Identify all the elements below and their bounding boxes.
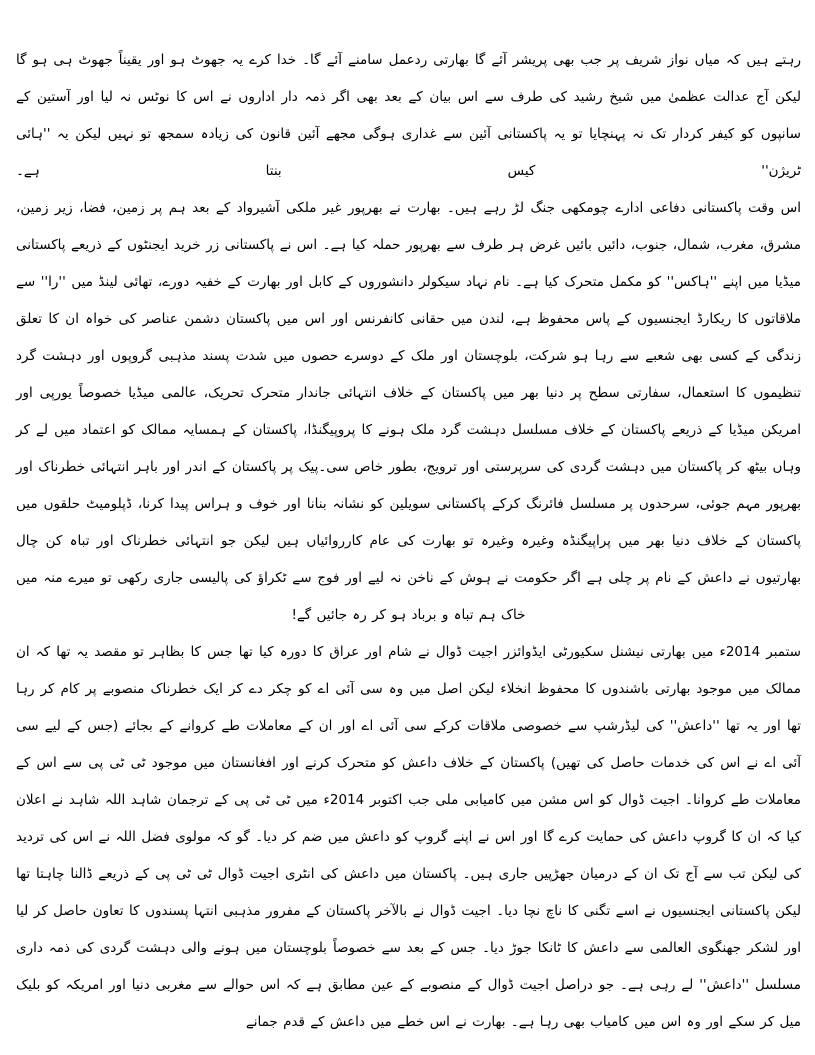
urdu-paragraph-3: ستمبر 2014ء میں بھارتی نیشنل سکیورٹی ایڈوائزر اجیت ڈوال نے شام اور عراق کا دورہ کیا تھا جس کا بظاہر تو مقصد یہ تھا کہ ان ممالک میں موجود بھارتی باشندوں کا محفوظ انخلاء لیکن اصل میں وہ سی آئی اے کو چکر دے کر ایک خطرناک منصوبے پر کام کر رہا تھا اور یہ تھا ''داعش'' کی لیڈرشپ سے خصوصی ملاقات کرکے سی آئی اے اور ان کے معاملات طے کروانے کے بجائے (جس کے لیے سی آئی اے نے اس کی خدمات حاصل کی تھیں) پاکستان کے خلاف داعش کو متحرک کرنے اور افغانستان میں موجود ٹی ٹی پی سے اس کے معاملات طے کروانا۔ اجیت ڈوال کو اس مشن میں کامیابی ملی جب اکتوبر 2014ء میں ٹی ٹی پی کے ترجمان شاہد اللہ شاہد نے اعلان کیا کہ ان کا گروپ داعش کی حمایت کرے گا اور اس نے اپنے گروپ کو داعش میں ضم کر دیا۔ گو کہ مولوی فضل اللہ نے اس کی تردید کی لیکن تب سے آج تک ان کے درمیان جھڑپیں جاری ہیں۔ پاکستان میں داعش کی انٹری اجیت ڈوال ٹی ٹی پی کے ذریعے ڈالنا چاہتا تھا لیکن پاکستانی ایجنسیوں نے اسے تگنی کا ناچ نچا دیا۔ اجیت ڈوال نے بالآخر پاکستان کے مفرور مذہبی انتہا پسندوں کا تعاون حاصل کر لیا اور لشکر جھنگوی العالمی سے داعش کا ٹانکا جوڑ دیا۔ جس کے بعد سے خصوصاً بلوچستان میں ہونے والی دہشت گردی کی ذمہ داری مسلسل ''داعش'' لے رہی ہے۔ جو دراصل اجیت ڈوال کے منصوبے کے عین مطابق ہے کہ اس حوالے سے مغربی دنیا اور امریکہ کو بلیک میل کر سکے اور وہ اس میں کامیاب بھی رہا ہے۔ بھارت نے اس خطے میں داعش کے قدم جمانے [16,644,801,1030]
urdu-paragraph-1: رہتے ہیں کہ میاں نواز شریف پر جب بھی پریشر آئے گا بھارتی ردعمل سامنے آئے گا۔ خدا کرے یہ جھوٹ ہو اور یقیناً جھوٹ ہی ہو گا لیکن آج عدالت عظمیٰ میں شیخ رشید کی طرف سے اس بیان کے بعد بھی اگر ذمہ دار اداروں نے اس کا نوٹس نہ لیا اور آستین کے سانپوں کو کیفر کردار تک نہ پہنچایا تو یہ پاکستانی آئین سے غداری ہوگی مجھے آئین قانون کی زیادہ سمجھ تو نہیں لیکن یہ ''ہائی ٹریژن'' کیس بنتا ہے۔ [16,52,801,179]
urdu-paragraph-2: اس وقت پاکستانی دفاعی ادارے چومکھی جنگ لڑ رہے ہیں۔ بھارت نے بھرپور غیر ملکی آشیرواد کے بعد ہم پر زمین، فضا، زیر زمین، مشرق، مغرب، شمال، جنوب، دائیں بائیں غرض ہر طرف سے بھرپور حملہ کیا ہے۔ اس نے پاکستانی زر خرید ایجنٹوں کے ذریعے پاکستانی میڈیا میں اپنے ''ہاکس'' کو مکمل متحرک کیا ہے۔ نام نہاد سیکولر دانشوروں کے کابل اور بھارت کے خفیہ دورے، تھائی لینڈ میں ''را'' سے ملاقاتوں کا ریکارڈ ایجنسیوں کے پاس محفوظ ہے، لندن میں حقانی کانفرنس اور اس میں پاکستان دشمن عناصر کی خواہ ان کا تعلق زندگی کے کسی بھی شعبے سے رہا ہو شرکت، بلوچستان اور ملک کے دوسرے حصوں میں شدت پسند مذہبی گروپوں اور دہشت گرد تنظیموں کا استعمال، سفارتی سطح پر دنیا بھر میں پاکستان کے خلاف انتہائی جاندار متحرک تحریک، عالمی میڈیا خصوصاً یورپی اور امریکن میڈیا کے ذریعے پاکستان کے خلاف مسلسل دہشت گرد ملک ہونے کا پروپیگنڈا، پاکستان کے ہمسایہ ممالک کو اعتماد میں لے کر وہاں بیٹھ کر پاکستان میں دہشت گردی کی سرپرستی اور ترویج، بطور خاص سی۔پیک پر پاکستان کے اندر اور باہر انتہائی خطرناک اور بھرپور مہم جوئی، سرحدوں پر مسلسل فائرنگ کرکے پاکستانی سویلین کو نشانہ بنانا اور خوف و ہراس پیدا کرنا، ڈپلومیٹ حلقوں میں پاکستان کے خلاف دنیا بھر میں پراپیگنڈہ وغیرہ وغیرہ تو بھارت کی عام کارروائیاں ہیں لیکن جو انتہائی خطرناک اور تباہ کن چال بھارتیوں نے داعش کے نام پر چلی ہے اگر حکومت نے ہوش کے ناخن نہ لیے اور فوج سے ٹکراؤ کی پالیسی جاری رکھی تو میرے منہ میں خاک ہم تباہ و برباد ہو کر رہ جائیں گے! [16,200,801,623]
